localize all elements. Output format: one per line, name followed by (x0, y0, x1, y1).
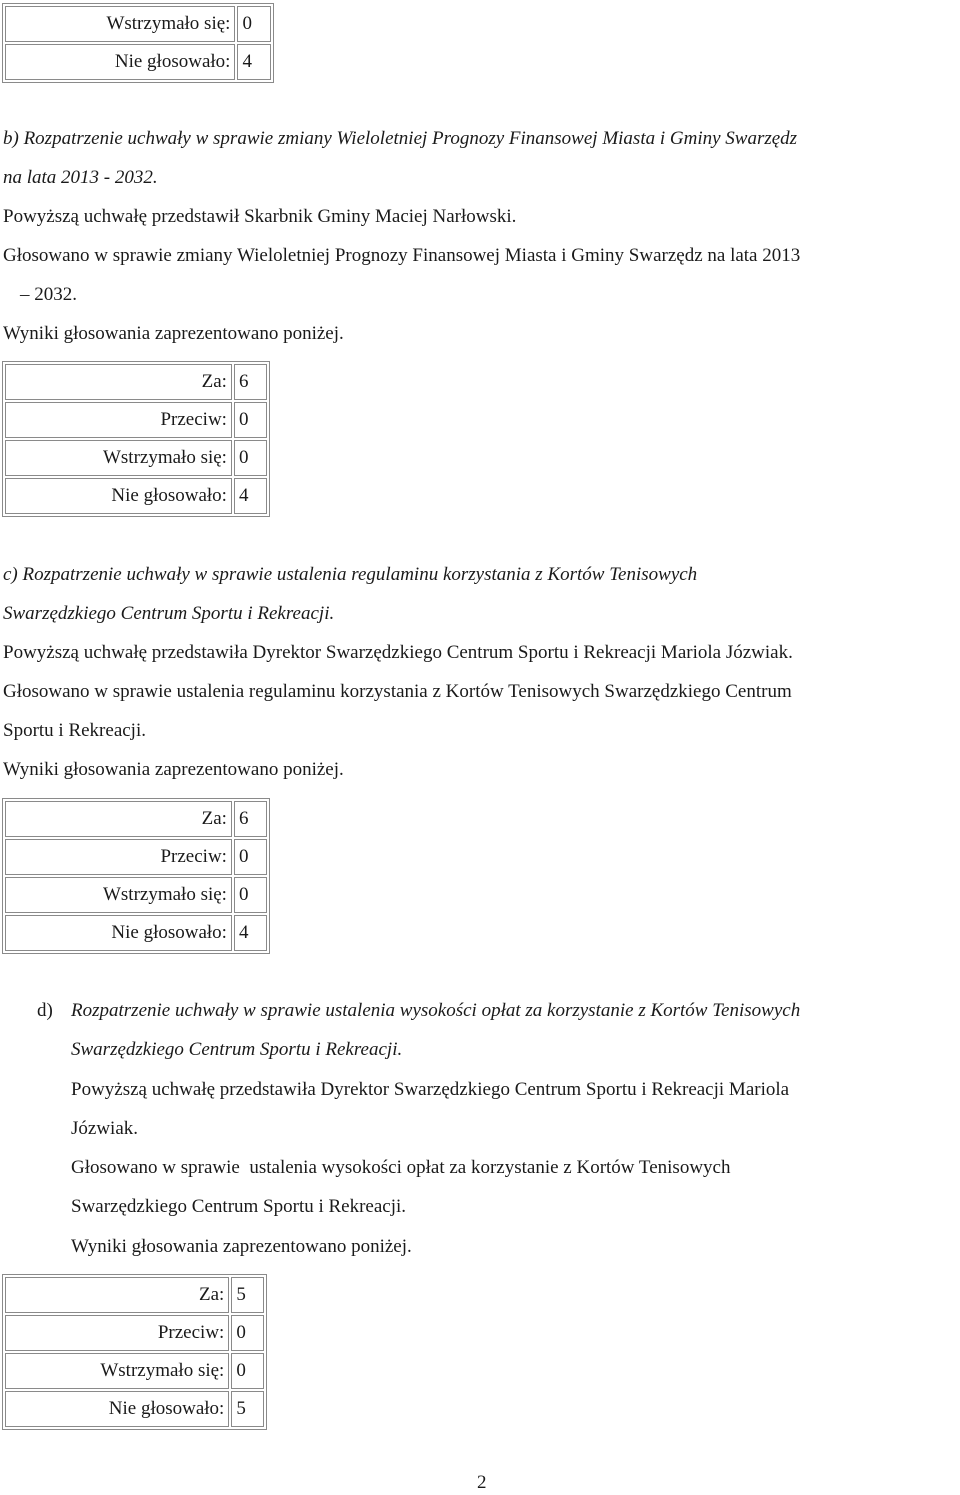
vote-row-abstained (5, 6, 271, 42)
vote-row-for (5, 801, 267, 837)
vote-row-abstained (5, 1353, 264, 1389)
vote-row-against (5, 1315, 264, 1351)
vote-label: Wstrzymało się: (5, 877, 232, 913)
vote-value: 4 (237, 44, 271, 80)
section-d-presenter-line2: Józwiak. (71, 1118, 139, 1139)
vote-label: Przeciw: (5, 1315, 229, 1351)
vote-value: 5 (231, 1277, 264, 1313)
vote-row-abstained (5, 877, 267, 913)
vote-label: Nie głosowało: (5, 44, 235, 80)
vote-value: 0 (234, 839, 267, 875)
vote-row-not-voted (5, 44, 271, 80)
vote-results-table-d (2, 1274, 267, 1430)
vote-label: Nie głosowało: (5, 1391, 229, 1427)
section-c-title-line1: c) Rozpatrzenie uchwały w sprawie ustalenia regulaminu korzystania z Kortów Tenisowych (3, 564, 698, 585)
page-number: 2 (477, 1472, 487, 1493)
section-d-voting-line1: Głosowano w sprawie ustalenia wysokości opłat za korzystanie z Kortów Tenisowych (71, 1157, 731, 1178)
section-c-title-line2: Swarzędzkiego Centrum Sportu i Rekreacji. (3, 603, 335, 624)
vote-value: 6 (234, 801, 267, 837)
vote-row-against (5, 839, 267, 875)
vote-label: Za: (5, 801, 232, 837)
vote-value: 0 (231, 1315, 264, 1351)
section-b-voting-line1: Głosowano w sprawie zmiany Wieloletniej Prognozy Finansowej Miasta i Gminy Swarzędz na lata 2013 (3, 245, 801, 266)
vote-label: Wstrzymało się: (5, 440, 232, 476)
vote-row-not-voted (5, 915, 267, 951)
vote-label: Nie głosowało: (5, 478, 232, 514)
vote-row-not-voted (5, 1391, 264, 1427)
vote-value: 0 (234, 440, 267, 476)
vote-label: Przeciw: (5, 839, 232, 875)
vote-results-table-top (2, 3, 274, 83)
vote-value: 4 (234, 915, 267, 951)
vote-value: 5 (231, 1391, 264, 1427)
vote-label: Przeciw: (5, 402, 232, 438)
vote-value: 6 (234, 364, 267, 400)
vote-row-for (5, 1277, 264, 1313)
section-d-presenter-line1: Powyższą uchwałę przedstawiła Dyrektor Swarzędzkiego Centrum Sportu i Rekreacji Mariola (71, 1079, 790, 1100)
vote-value: 4 (234, 478, 267, 514)
vote-value: 0 (234, 402, 267, 438)
section-c-presenter: Powyższą uchwałę przedstawiła Dyrektor Swarzędzkiego Centrum Sportu i Rekreacji Mariola Józwiak. (3, 642, 793, 663)
vote-label: Za: (5, 364, 232, 400)
section-d-results-intro: Wyniki głosowania zaprezentowano poniżej. (71, 1236, 412, 1257)
vote-label: Wstrzymało się: (5, 1353, 229, 1389)
vote-value: 0 (234, 877, 267, 913)
section-b-presenter: Powyższą uchwałę przedstawił Skarbnik Gminy Maciej Narłowski. (3, 206, 517, 227)
vote-row-against (5, 402, 267, 438)
vote-row-not-voted (5, 478, 267, 514)
section-d-title-line2: Swarzędzkiego Centrum Sportu i Rekreacji. (71, 1039, 403, 1060)
section-d-voting-line2: Swarzędzkiego Centrum Sportu i Rekreacji. (71, 1196, 407, 1217)
section-c-results-intro: Wyniki głosowania zaprezentowano poniżej. (3, 759, 344, 780)
vote-label: Wstrzymało się: (5, 6, 235, 42)
section-b-title-line2: na lata 2013 - 2032. (3, 167, 158, 188)
section-b-results-intro: Wyniki głosowania zaprezentowano poniżej. (3, 323, 344, 344)
section-b-voting-line2: – 2032. (20, 284, 77, 305)
vote-value: 0 (237, 6, 271, 42)
vote-value: 0 (231, 1353, 264, 1389)
vote-row-for (5, 364, 267, 400)
vote-label: Za: (5, 1277, 229, 1313)
vote-row-abstained (5, 440, 267, 476)
section-d-title-line1: Rozpatrzenie uchwały w sprawie ustalenia wysokości opłat za korzystanie z Kortów Tenisowych (71, 1000, 801, 1021)
section-d-marker: d) (37, 1000, 53, 1021)
section-c-voting-line2: Sportu i Rekreacji. (3, 720, 146, 741)
vote-results-table-b (2, 361, 270, 517)
vote-results-table-c (2, 798, 270, 954)
vote-label: Nie głosowało: (5, 915, 232, 951)
section-b-title-line1: b) Rozpatrzenie uchwały w sprawie zmiany Wieloletniej Prognozy Finansowej Miasta i Gminy Swarzędz (3, 128, 798, 149)
section-c-voting-line1: Głosowano w sprawie ustalenia regulaminu korzystania z Kortów Tenisowych Swarzędzkiego Centrum (3, 681, 792, 702)
